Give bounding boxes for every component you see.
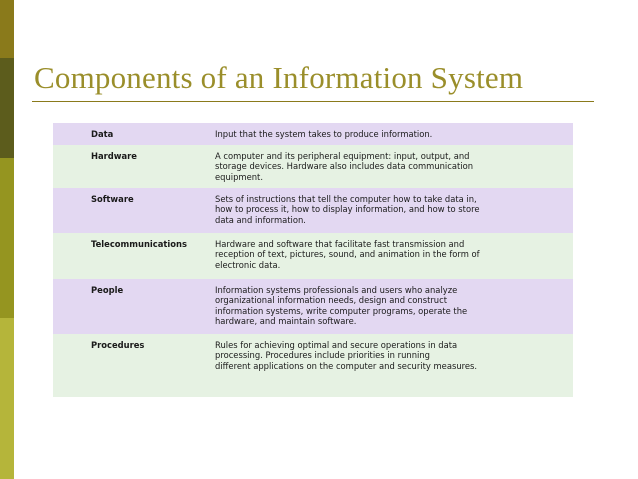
definition-line: Rules for achieving optimal and secure operations in data xyxy=(215,340,458,350)
definition-line: information systems, write computer programs, operate the xyxy=(215,305,468,316)
accent-bar-segment xyxy=(0,318,14,479)
left-accent-bar xyxy=(0,0,14,479)
table-row xyxy=(53,145,573,188)
definition-line: organizational information needs, design and construct xyxy=(215,295,447,306)
definition-line: Sets of instructions that tell the computer how to take data in, xyxy=(215,194,477,204)
component-term: Software xyxy=(91,194,134,204)
table-row xyxy=(53,123,573,145)
component-term: Data xyxy=(91,129,114,139)
component-definition xyxy=(215,194,565,225)
accent-bar-segment xyxy=(0,58,14,158)
table-row xyxy=(53,279,573,334)
component-definition xyxy=(215,340,565,371)
component-definition xyxy=(215,129,565,139)
definition-line: different applications on the computer and security measures. xyxy=(215,360,478,371)
table-row xyxy=(53,233,573,279)
definition-line: data and information. xyxy=(215,214,306,225)
components-table xyxy=(53,123,573,397)
definition-line: A computer and its peripheral equipment: input, output, and xyxy=(215,151,470,161)
definition-line: reception of text, pictures, sound, and animation in the form of xyxy=(215,249,480,260)
definition-line: hardware, and maintain software. xyxy=(215,316,357,327)
accent-bar-segment xyxy=(0,0,14,58)
title-underline xyxy=(32,101,594,102)
definition-line: Information systems professionals and users who analyze xyxy=(215,285,458,295)
component-definition xyxy=(215,151,565,182)
component-term: Hardware xyxy=(91,151,137,161)
component-term: Procedures xyxy=(91,340,145,350)
definition-line: equipment. xyxy=(215,171,263,182)
definition-line: how to process it, how to display information, and how to store xyxy=(215,204,480,215)
component-term: Telecommunications xyxy=(91,239,187,249)
table-row xyxy=(53,334,573,397)
slide-title: Components of an Information System xyxy=(34,60,524,95)
table-row xyxy=(53,188,573,233)
component-definition xyxy=(215,239,565,270)
definition-line: Input that the system takes to produce information. xyxy=(215,129,433,139)
component-term: People xyxy=(91,285,124,295)
definition-line: storage devices. Hardware also includes data communication xyxy=(215,161,474,172)
component-definition xyxy=(215,285,565,327)
accent-bar-segment xyxy=(0,158,14,318)
definition-line: electronic data. xyxy=(215,259,281,270)
definition-line: processing. Procedures include priorities in running xyxy=(215,350,430,361)
definition-line: Hardware and software that facilitate fast transmission and xyxy=(215,239,465,249)
